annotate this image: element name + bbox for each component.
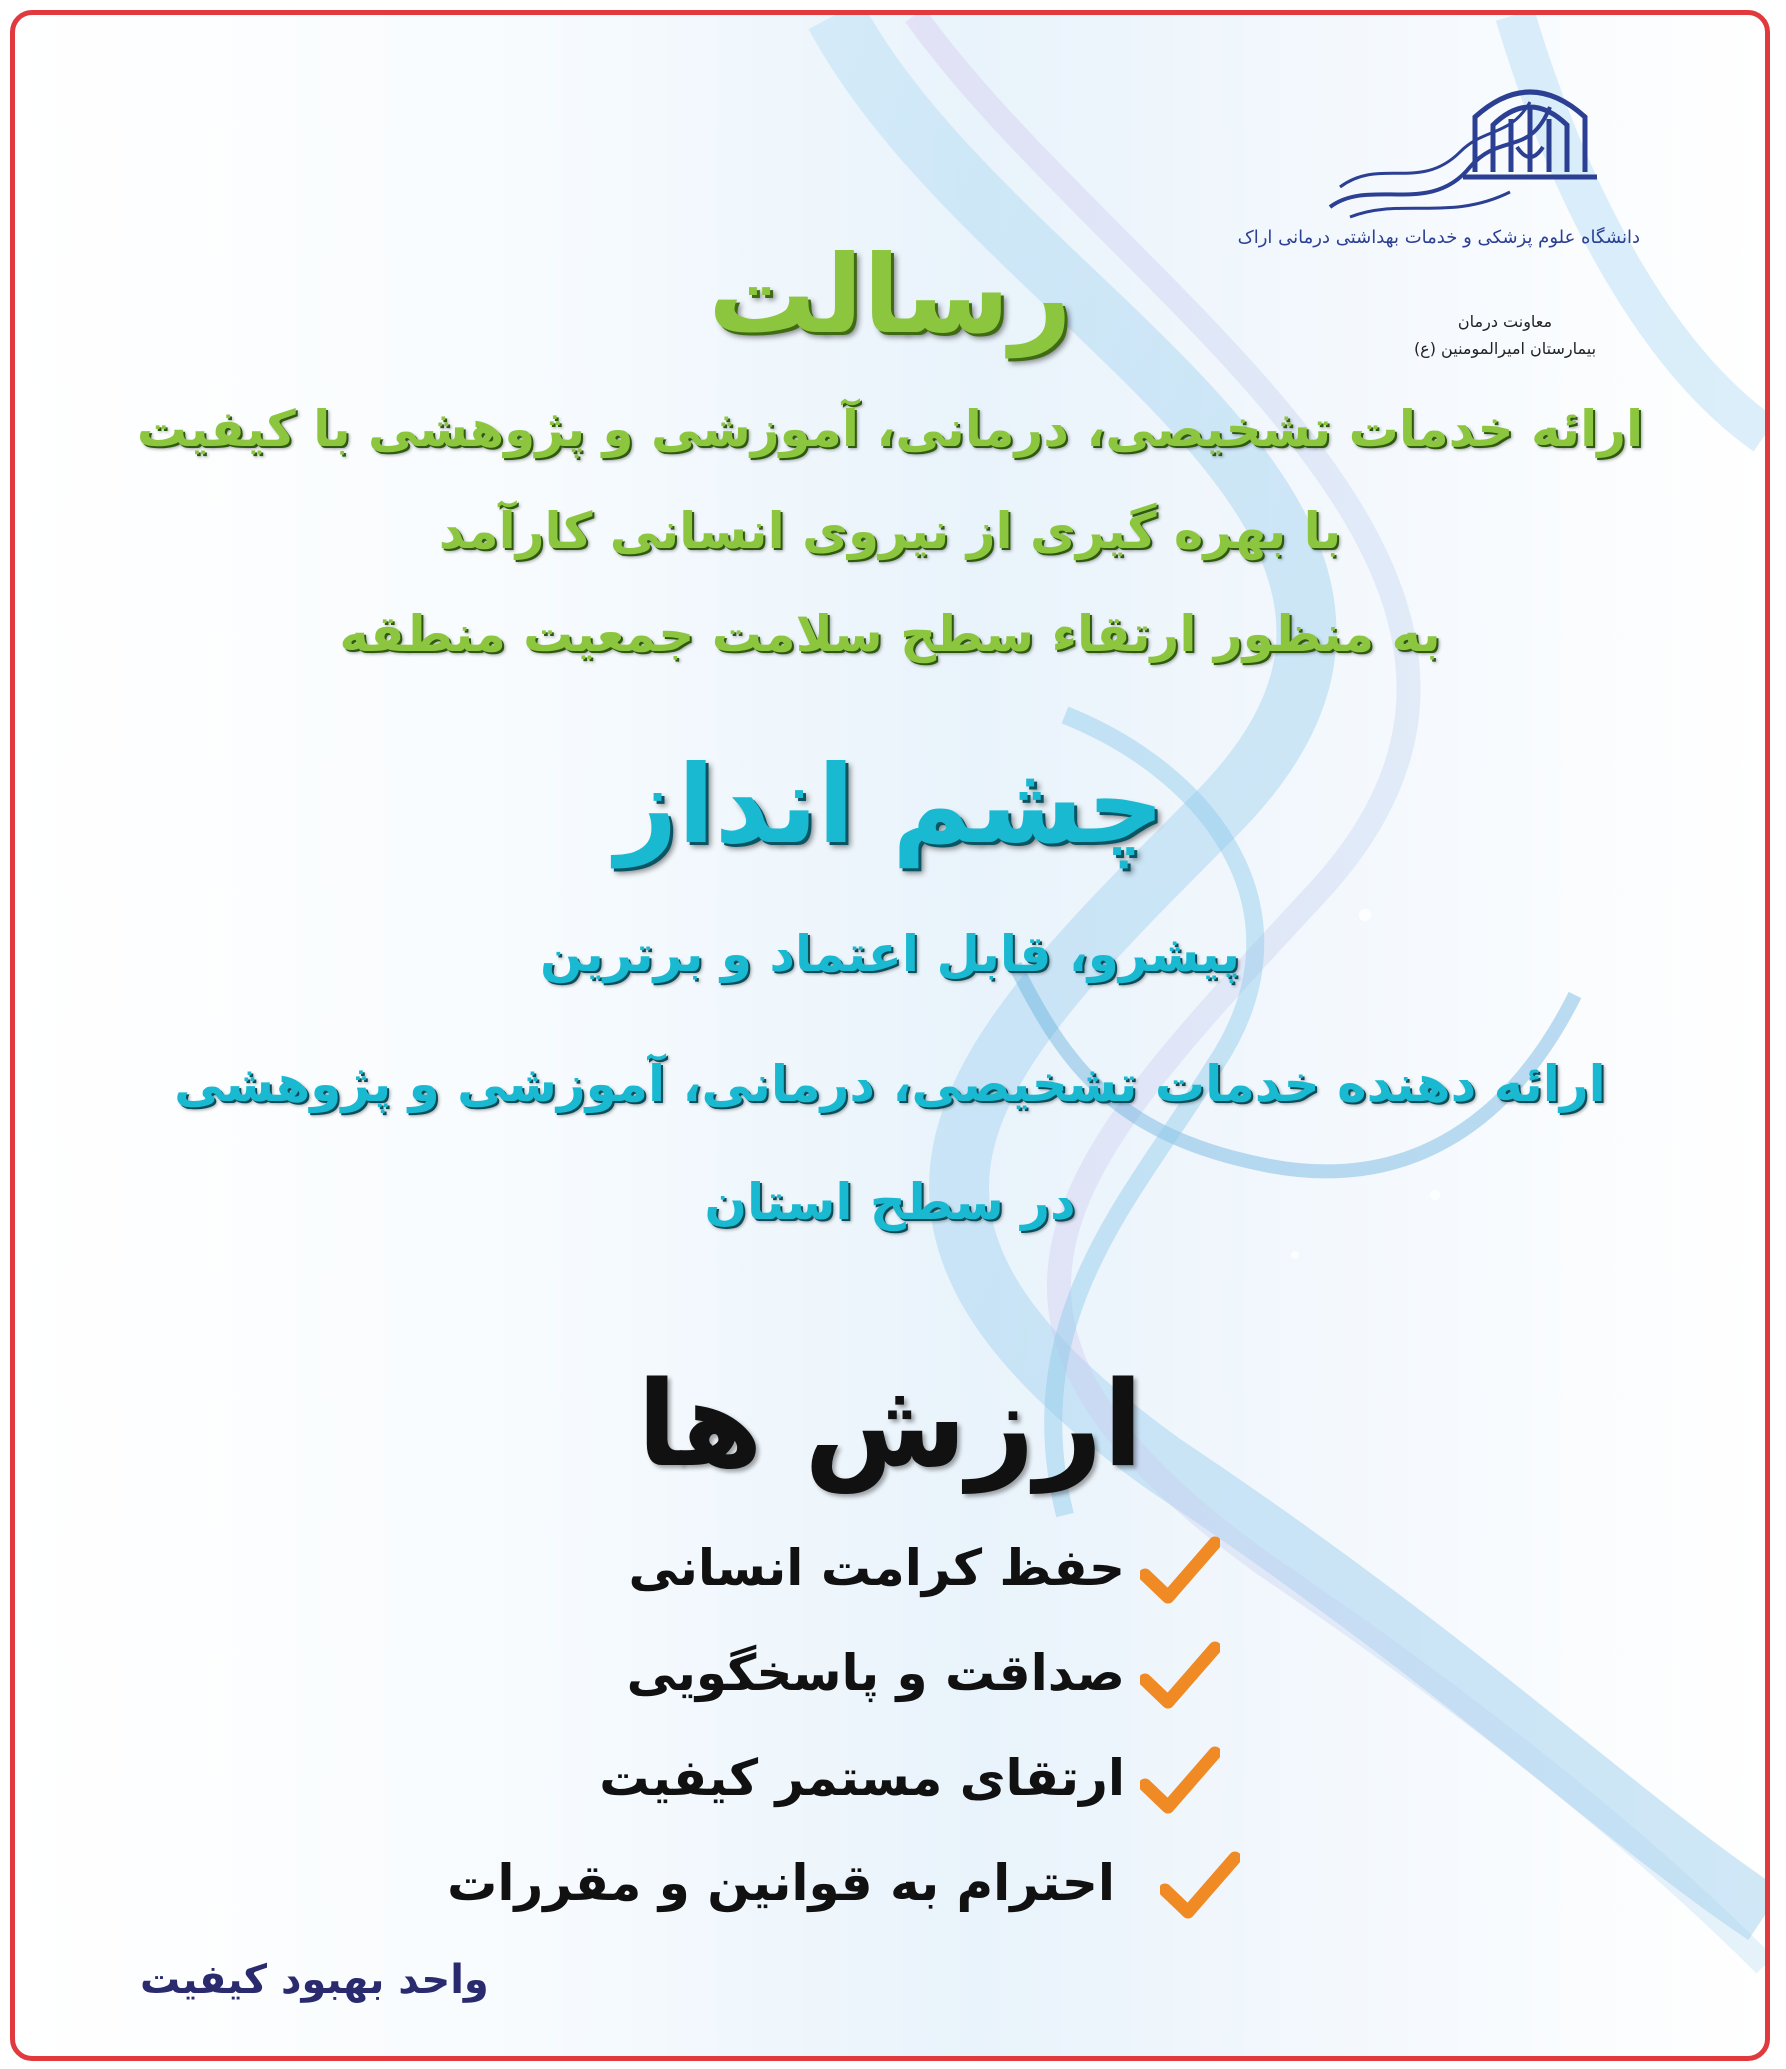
value-label: احترام به قوانین و مقررات	[447, 1854, 1115, 1912]
values-title: ارزش ها	[636, 1355, 1144, 1493]
checkmark-icon	[1160, 1850, 1240, 1924]
value-item	[15, 1745, 1765, 1825]
vision-line-2: ارائه دهنده خدمات تشخیصی، درمانی، آموزشی و پژوهشی	[174, 1055, 1606, 1113]
checkmark-icon	[1140, 1745, 1220, 1819]
poster-frame	[10, 10, 1770, 2061]
vision-line-3: در سطح استان	[704, 1173, 1076, 1231]
value-label: صداقت و پاسخگویی	[626, 1644, 1125, 1702]
logo-university-name: دانشگاه علوم پزشکی و خدمات بهداشتی درمانی اراک	[1237, 227, 1640, 248]
value-item	[15, 1850, 1765, 1930]
logo-deputy: معاونت درمان	[1457, 312, 1553, 331]
mission-title: رسالت	[708, 233, 1072, 358]
mission-line-3: به منظور ارتقاء سطح سلامت جمعیت منطقه	[339, 605, 1441, 663]
value-item	[15, 1640, 1765, 1720]
value-label: ارتقای مستمر کیفیت	[599, 1749, 1125, 1807]
value-label: حفظ کرامت انسانی	[628, 1539, 1125, 1597]
university-logo	[1237, 77, 1640, 367]
quality-unit-label: واحد بهبود کیفیت	[140, 1957, 489, 2003]
calligraphy-logo-text	[1310, 97, 1560, 227]
checkmark-icon	[1140, 1640, 1220, 1714]
vision-title: چشم انداز	[615, 743, 1165, 868]
mission-line-2: با بهره گیری از نیروی انسانی کارآمد	[438, 502, 1342, 560]
checkmark-icon	[1140, 1535, 1220, 1609]
mission-line-1: ارائه خدمات تشخیصی، درمانی، آموزشی و پژوهشی با کیفیت	[136, 400, 1644, 458]
vision-line-1: پیشرو، قابل اعتماد و برترین	[539, 925, 1241, 983]
logo-hospital: بیمارستان امیرالمومنین (ع)	[1413, 339, 1597, 358]
value-item	[15, 1535, 1765, 1615]
